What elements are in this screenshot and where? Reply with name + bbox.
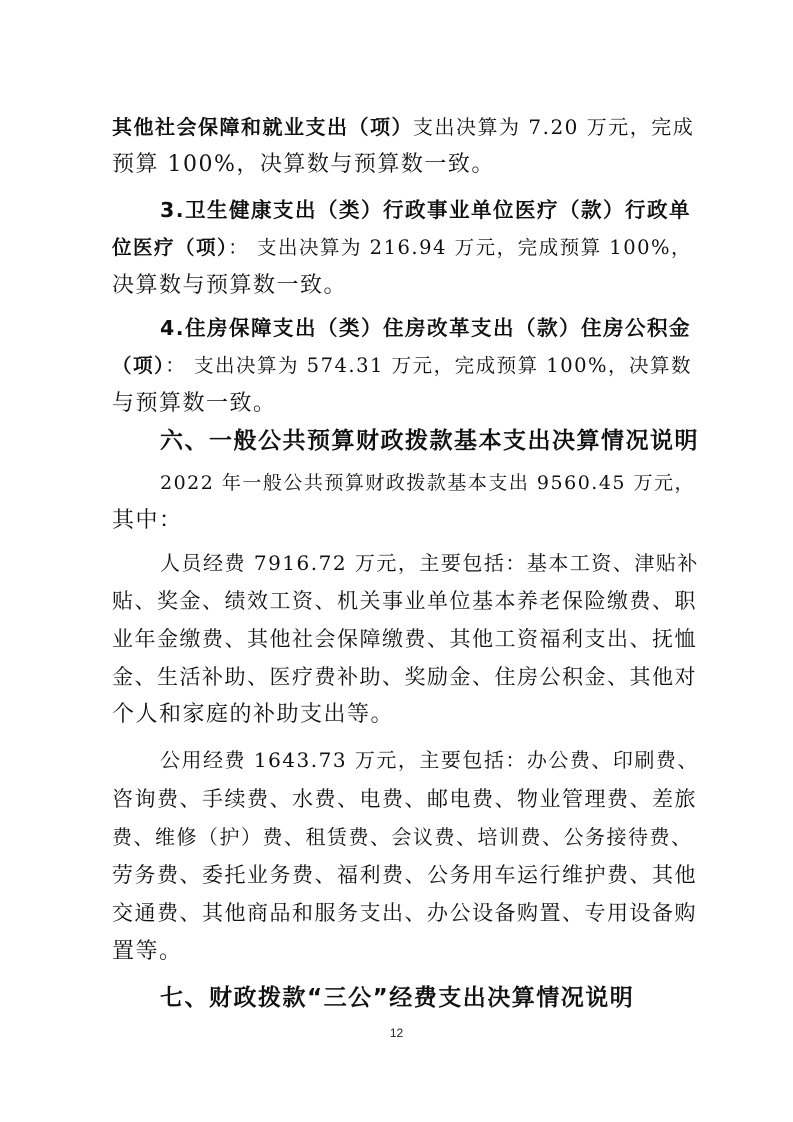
text-line: 2022 年一般公共预算财政拨款基本支出 9560.45 万元， <box>160 472 696 494</box>
text-line: 金、生活补助、医疗费补助、奖励金、住房公积金、其他对 <box>112 665 697 689</box>
text-line: 置等。 <box>112 939 183 964</box>
text-line: 其中： <box>112 508 183 533</box>
section-heading: 七、财政拨款“三公”经费支出决算情况说明 <box>160 985 635 1011</box>
text-line: 与预算数一致。 <box>112 391 277 416</box>
text-line: 交通费、其他商品和服务支出、办公设备购置、专用设备购 <box>112 901 697 925</box>
item-text: ： 支出决算为 574.31 万元，完成预算 100%，决算数 <box>165 354 693 377</box>
text-line <box>160 313 691 343</box>
item-title: 3.卫生健康支出（类）行政事业单位医疗（款）行政单 <box>160 198 692 222</box>
text-line: 人员经费 7916.72 万元，主要包括：基本工资、津贴补 <box>160 551 699 575</box>
item-title: （项） <box>112 354 166 377</box>
item-text: 支出决算为 7.20 万元，完成 <box>413 115 695 139</box>
page-number: 12 <box>389 1026 404 1040</box>
text-line: 业年金缴费、其他社会保障缴费、其他工资福利支出、抚恤 <box>112 627 697 651</box>
text-line <box>112 233 692 263</box>
text-line: 费、维修（护）费、租赁费、会议费、培训费、公务接待费、 <box>112 825 693 849</box>
item-title: 4.住房保障支出（类）住房改革支出（款）住房公积金 <box>160 316 692 340</box>
text-line <box>160 195 691 225</box>
text-line: 劳务费、委托业务费、福利费、公务用车运行维护费、其他 <box>112 863 697 887</box>
text-line: 咨询费、手续费、水费、电费、邮电费、物业管理费、差旅 <box>112 787 697 811</box>
item-title: 其他社会保障和就业支出（项） <box>112 115 413 139</box>
text-line <box>112 112 694 142</box>
item-title: 位医疗（项） <box>112 236 229 259</box>
text-line: 预算 100%，决算数与预算数一致。 <box>112 152 495 177</box>
text-line: 个人和家庭的补助支出等。 <box>112 702 395 727</box>
text-line: 公用经费 1643.73 万元，主要包括：办公费、印刷费、 <box>160 748 699 772</box>
section-heading: 六、一般公共预算财政拨款基本支出决算情况说明 <box>160 428 699 454</box>
text-line <box>112 351 692 381</box>
text-line: 决算数与预算数一致。 <box>112 273 348 298</box>
text-line: 贴、奖金、绩效工资、机关事业单位基本养老保险缴费、职 <box>112 589 697 613</box>
item-text: ： 支出决算为 216.94 万元，完成预算 100%， <box>228 236 693 259</box>
